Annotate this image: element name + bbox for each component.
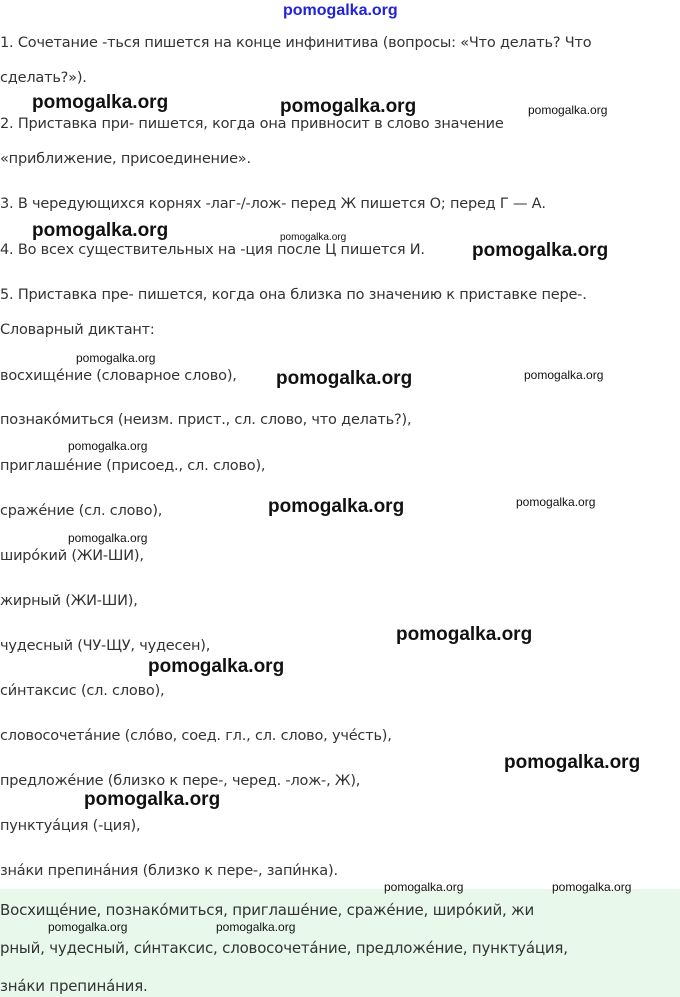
watermark: pomogalka.org — [276, 368, 413, 389]
watermark: pomogalka.org — [76, 351, 156, 365]
dictation-word: жирный (ЖИ-ШИ), — [0, 593, 138, 609]
watermark: pomogalka.org — [148, 656, 285, 677]
watermark: pomogalka.org — [280, 96, 417, 117]
dictation-word: широ́кий (ЖИ-ШИ), — [0, 548, 144, 564]
watermark-top: pomogalka.org — [283, 2, 398, 19]
watermark: pomogalka.org — [68, 439, 148, 453]
rule-line: «приближение, присоединение». — [0, 151, 251, 167]
dictation-word: словосочета́ние (сло́во, соед. гл., сл. слово, учéсть), — [0, 728, 392, 744]
rule-line: 2. Приставка при- пишется, когда она привносит в слово значение — [0, 116, 504, 132]
dictation-word: восхищéние (словарное слово), — [0, 368, 237, 384]
rule-line: 1. Сочетание -ться пишется на конце инфинитива (вопросы: «Что делать? Что — [0, 35, 592, 51]
watermark: pomogalka.org — [32, 92, 169, 113]
answer-block — [0, 889, 680, 997]
watermark: pomogalka.org — [68, 531, 148, 545]
watermark: pomogalka.org — [48, 920, 128, 934]
answer-line: зна́ки препина́ния. — [0, 977, 148, 995]
dictation-word: предложéние (близко к пере-, черед. -лож-, Ж), — [0, 773, 361, 789]
dictation-word: приглашéние (присоед., сл. слово), — [0, 458, 266, 474]
dictation-word: чудесный (ЧУ-ЩУ, чудесен), — [0, 638, 211, 654]
rule-line: сделать?»). — [0, 70, 87, 86]
watermark: pomogalka.org — [216, 920, 296, 934]
dictation-word: познакóмиться (неизм. прист., сл. слово, что делать?), — [0, 412, 412, 428]
answer-line: Восхищéние, познакóмиться, приглашéние, сражéние, широ́кий, жи — [0, 901, 535, 919]
watermark: pomogalka.org — [552, 880, 632, 894]
dictation-heading: Словарный диктант: — [0, 322, 155, 338]
rule-line: 5. Приставка пре- пишется, когда она близка по значению к приставке пере-. — [0, 287, 587, 303]
watermark: pomogalka.org — [84, 789, 221, 810]
watermark: pomogalka.org — [504, 752, 641, 773]
watermark: pomogalka.org — [32, 220, 169, 241]
watermark: pomogalka.org — [396, 624, 533, 645]
watermark: pomogalka.org — [384, 880, 464, 894]
watermark: pomogalka.org — [472, 240, 609, 261]
watermark: pomogalka.org — [268, 496, 405, 517]
watermark: pomogalka.org — [280, 232, 347, 243]
dictation-word: пунктуа́ция (-ция), — [0, 818, 141, 834]
dictation-word: зна́ки препина́ния (близко к пере-, запи́нка). — [0, 863, 338, 879]
watermark: pomogalka.org — [524, 368, 604, 382]
dictation-word: си́нтаксис (сл. слово), — [0, 683, 165, 699]
answer-line: рный, чудесный, си́нтаксис, словосочета́ние, предложéние, пунктуа́ция, — [0, 939, 568, 957]
watermark: pomogalka.org — [528, 103, 608, 117]
dictation-word: сражéние (сл. слово), — [0, 503, 163, 519]
watermark: pomogalka.org — [516, 495, 596, 509]
rule-line: 4. Во всех существительных на -ция после Ц пишется И. — [0, 242, 425, 258]
rule-line: 3. В чередующихся корнях -лаг-/-лож- перед Ж пишется О; перед Г — А. — [0, 196, 546, 212]
